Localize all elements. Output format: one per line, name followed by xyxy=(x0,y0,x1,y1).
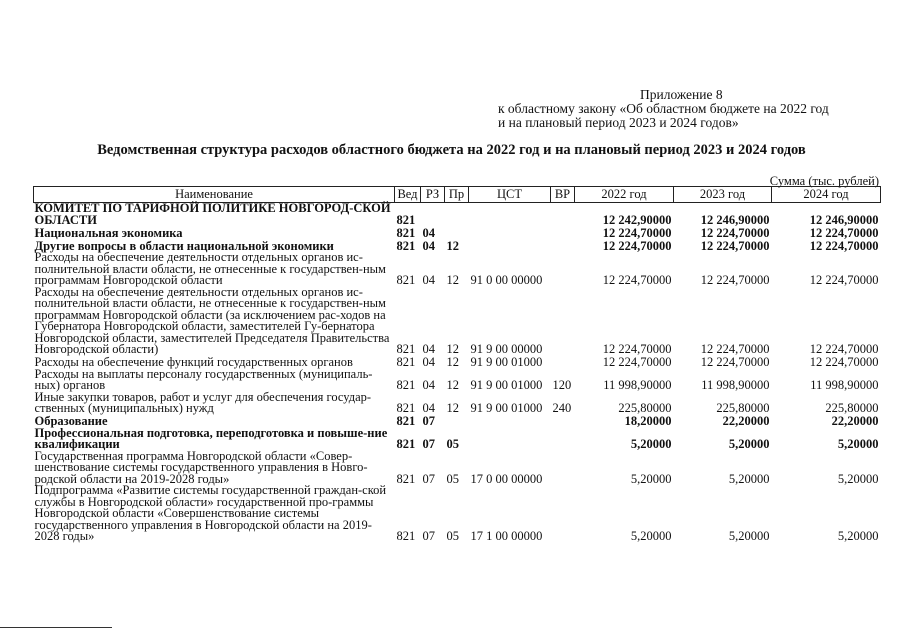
row-sum-2023: 5,20000 xyxy=(728,471,770,486)
row-name: КОМИТЕТ ПО ТАРИФНОЙ ПОЛИТИКЕ НОВГОРОД-СКОЙ ОБЛАСТИ xyxy=(34,201,391,227)
row-name: Расходы на обеспечение функций государственных органов xyxy=(34,355,353,369)
row-name: Иные закупки товаров, работ и услуг для обеспечения государ-ственных (муниципальных) нужд xyxy=(34,389,372,415)
row-name: Расходы на обеспечение деятельности отдельных органов ис-полнительной власти области, не отнесенные к государствен-ным программам Новгородской области (за исключением рас-ходов на Губернатора Новгородской области, заместителей Гу-бернатора Новгородской области, заместителей Председателя Правительства Новгородской области) xyxy=(34,284,390,356)
row-pr: 12 xyxy=(446,378,459,392)
row-sum-2023: 12 224,70000 xyxy=(700,342,770,356)
row-name: Профессиональная подготовка, переподготовка и повыше-ние квалификации xyxy=(34,425,388,451)
row-vr xyxy=(551,451,575,486)
budget-table xyxy=(33,186,881,543)
header-vr: ВР xyxy=(551,187,575,203)
table-row xyxy=(34,451,881,486)
row-sum-2024: 5,20000 xyxy=(837,471,879,486)
row-name: Образование xyxy=(34,414,108,428)
row-rz: 04 xyxy=(422,342,435,356)
row-rz: 07 xyxy=(422,471,435,486)
table-row xyxy=(34,203,881,227)
row-ved: 821 xyxy=(396,212,416,227)
row-rz: 04 xyxy=(422,378,435,392)
row-cst: 91 9 00 00000 xyxy=(470,342,543,356)
row-ved: 821 xyxy=(396,355,416,369)
row-sum-2022: 12 224,70000 xyxy=(602,273,672,287)
row-sum-2024: 11 998,90000 xyxy=(810,378,879,392)
row-rz: 04 xyxy=(422,355,435,369)
row-pr: 05 xyxy=(446,437,459,451)
row-pr: 12 xyxy=(446,401,459,415)
row-name: Расходы на обеспечение деятельности отдельных органов ис-полнительной власти области, не отнесенные к государствен-ным программам Новгородской области xyxy=(34,250,386,287)
row-sum-2024: 22,20000 xyxy=(831,414,879,428)
header-2022: 2022 год xyxy=(575,187,674,203)
row-vr xyxy=(551,239,575,252)
row-ved: 821 xyxy=(396,414,416,428)
row-sum-2024: 5,20000 xyxy=(837,529,879,543)
header-cst: ЦСТ xyxy=(469,187,551,203)
row-ved: 821 xyxy=(396,529,416,543)
row-sum-2023: 225,80000 xyxy=(716,401,770,415)
row-ved: 821 xyxy=(396,401,416,415)
row-sum-2024: 12 224,70000 xyxy=(809,273,879,287)
row-sum-2023: 12 224,70000 xyxy=(700,225,770,240)
row-sum-2023: 12 224,70000 xyxy=(700,355,770,369)
row-name: Национальная экономика xyxy=(34,225,183,240)
row-ved: 821 xyxy=(396,225,416,240)
row-ved: 821 xyxy=(396,378,416,392)
row-name: Подпрограмма «Развитие системы государственной граждан-ской службы в Новгородской области» государственной про-граммы Новгородской области «Совершенствование системы государственного управления в Новгородской области на 2019-2028 годы» xyxy=(34,483,387,543)
row-cst: 91 9 00 01000 xyxy=(470,378,543,392)
row-rz: 04 xyxy=(422,273,435,287)
header-2023: 2023 год xyxy=(674,187,772,203)
row-vr xyxy=(551,356,575,369)
row-sum-2023: 12 224,70000 xyxy=(700,238,770,253)
header-pr: Пр xyxy=(445,187,469,203)
row-pr: 12 xyxy=(446,355,459,369)
row-vr xyxy=(551,203,575,227)
units-note: Сумма (тыс. рублей) xyxy=(769,174,879,188)
row-sum-2024: 12 246,90000 xyxy=(809,212,879,227)
table-body xyxy=(34,203,881,543)
row-sum-2023: 22,20000 xyxy=(722,414,770,428)
header-rz: РЗ xyxy=(421,187,445,203)
row-sum-2024: 12 224,70000 xyxy=(809,342,879,356)
row-cst xyxy=(469,239,551,252)
row-cst xyxy=(469,415,551,428)
row-sum-2023: 11 998,90000 xyxy=(701,378,770,392)
row-sum-2022: 18,20000 xyxy=(624,414,672,428)
row-vr xyxy=(551,415,575,428)
row-pr xyxy=(445,203,469,227)
row-vr xyxy=(551,252,575,287)
row-rz: 07 xyxy=(422,414,435,428)
row-sum-2023: 5,20000 xyxy=(728,529,770,543)
row-cst: 17 1 00 00000 xyxy=(470,529,543,543)
row-sum-2024: 225,80000 xyxy=(825,401,879,415)
row-sum-2022: 5,20000 xyxy=(630,437,672,451)
row-cst xyxy=(469,428,551,451)
row-rz: 04 xyxy=(422,401,435,415)
row-sum-2022: 11 998,90000 xyxy=(603,378,672,392)
row-cst: 17 0 00 00000 xyxy=(470,471,543,486)
row-ved: 821 xyxy=(396,273,416,287)
row-sum-2022: 5,20000 xyxy=(630,471,672,486)
row-rz: 07 xyxy=(422,529,435,543)
appendix-law-period: и на плановый период 2023 и 2024 годов» xyxy=(498,115,739,130)
row-cst: 91 0 00 00000 xyxy=(470,273,543,287)
row-vr xyxy=(551,428,575,451)
appendix-header xyxy=(498,88,888,130)
row-rz: 04 xyxy=(422,225,435,240)
row-sum-2024: 5,20000 xyxy=(837,437,879,451)
table-row xyxy=(34,226,881,239)
row-sum-2024: 12 224,70000 xyxy=(809,355,879,369)
table-row xyxy=(34,369,881,392)
row-vr xyxy=(551,485,575,543)
row-pr: 12 xyxy=(446,273,459,287)
row-rz: 07 xyxy=(422,437,435,451)
row-vr: 240 xyxy=(552,401,572,415)
row-rz: 04 xyxy=(422,238,435,253)
row-cst xyxy=(469,226,551,239)
row-sum-2024: 12 224,70000 xyxy=(809,225,879,240)
row-sum-2022: 5,20000 xyxy=(630,529,672,543)
row-vr xyxy=(551,287,575,356)
row-rz xyxy=(421,203,445,227)
row-sum-2022: 12 224,70000 xyxy=(602,355,672,369)
header-name: Наименование xyxy=(34,187,395,203)
row-vr xyxy=(551,226,575,239)
row-sum-2022: 225,80000 xyxy=(618,401,672,415)
row-pr xyxy=(445,226,469,239)
row-cst: 91 9 00 01000 xyxy=(470,401,543,415)
row-pr xyxy=(445,415,469,428)
header-ved: Вед xyxy=(395,187,421,203)
row-pr: 12 xyxy=(446,342,459,356)
row-sum-2022: 12 224,70000 xyxy=(602,225,672,240)
row-sum-2024: 12 224,70000 xyxy=(809,238,879,253)
row-pr: 12 xyxy=(446,238,459,253)
document-title: Ведомственная структура расходов областного бюджета на 2022 год и на плановый период 2023 и 2024 годов xyxy=(97,142,806,158)
row-sum-2022: 12 224,70000 xyxy=(602,238,672,253)
row-sum-2022: 12 224,70000 xyxy=(602,342,672,356)
appendix-law-reference: к областному закону «Об областном бюджете на 2022 год xyxy=(498,101,829,116)
row-sum-2023: 12 246,90000 xyxy=(700,212,770,227)
row-pr: 05 xyxy=(446,471,459,486)
table-row xyxy=(34,287,881,356)
row-ved: 821 xyxy=(396,437,416,451)
row-name: Государственная программа Новгородской области «Совер-шенствование системы государственного управления в Новго-родской области на 2019-2028 годы» xyxy=(34,448,368,486)
row-cst: 91 9 00 01000 xyxy=(470,355,543,369)
row-sum-2023: 5,20000 xyxy=(728,437,770,451)
appendix-number: Приложение 8 xyxy=(640,87,723,102)
row-name: Другие вопросы в области национальной экономики xyxy=(34,238,334,253)
row-ved: 821 xyxy=(396,471,416,486)
row-cst xyxy=(469,203,551,227)
row-sum-2023: 12 224,70000 xyxy=(700,273,770,287)
row-pr: 05 xyxy=(446,529,459,543)
table-row xyxy=(34,428,881,451)
row-vr: 120 xyxy=(552,378,572,392)
header-2024: 2024 год xyxy=(772,187,881,203)
table-row xyxy=(34,252,881,287)
row-sum-2022: 12 242,90000 xyxy=(602,212,672,227)
table-row xyxy=(34,392,881,415)
row-ved: 821 xyxy=(396,342,416,356)
row-ved: 821 xyxy=(396,238,416,253)
row-name: Расходы на выплаты персоналу государственных (муниципаль-ных) органов xyxy=(34,366,373,392)
footer-rule xyxy=(0,627,112,628)
table-row xyxy=(34,485,881,543)
